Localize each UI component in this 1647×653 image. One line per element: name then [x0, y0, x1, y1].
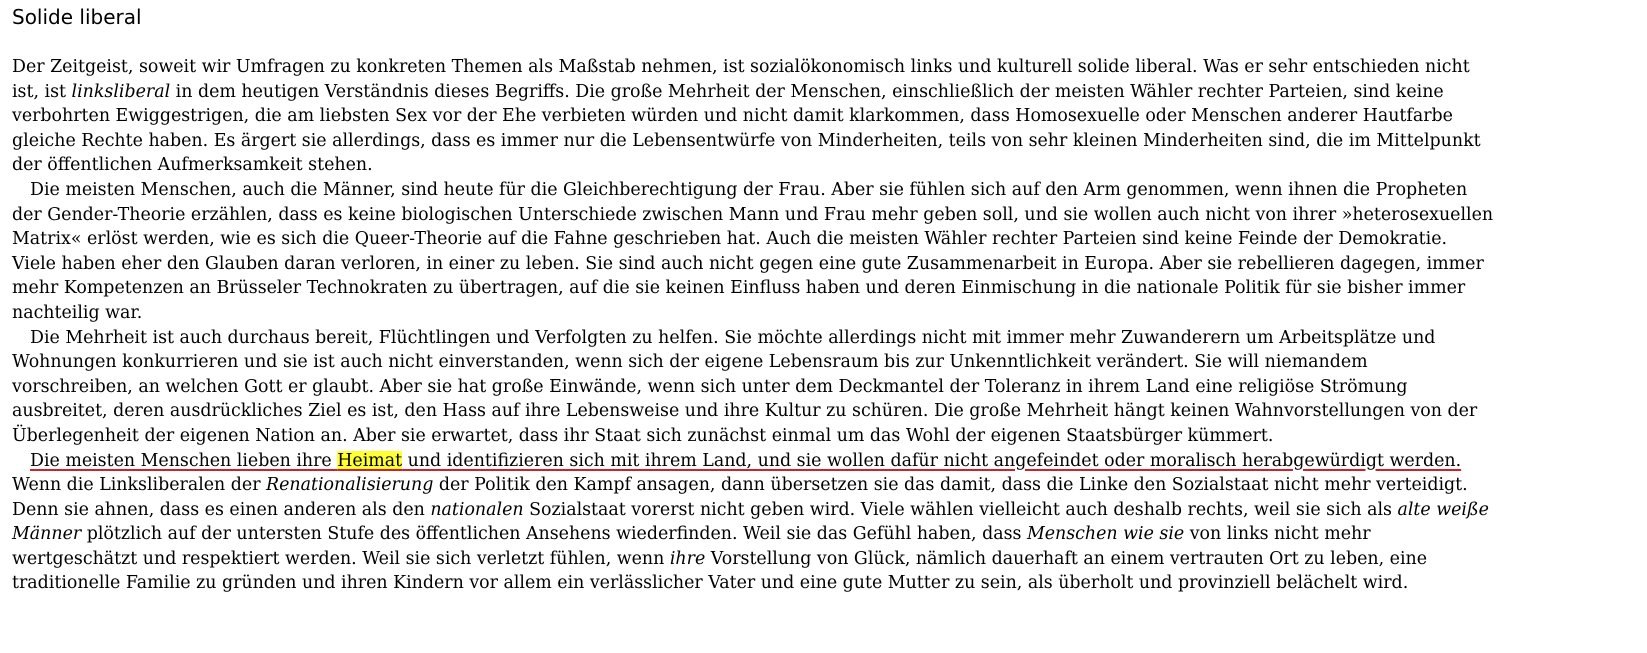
text-run: ist, ist — [12, 81, 72, 102]
emphasized-text: ihre — [669, 548, 706, 569]
paragraph-line — [12, 80, 1562, 105]
paragraph-line — [12, 571, 1562, 596]
text-run: der Politik den Kampf ansagen, dann übersetzen sie das damit, dass die Linke den Sozialstaat nicht mehr verteidigt. — [433, 475, 1468, 496]
paragraph-first-line — [12, 449, 1562, 474]
text-run: der öffentlichen Aufmerksamkeit stehen. — [12, 155, 373, 176]
text-run: mehr Kompetenzen an Brüsseler Technokraten zu übertragen, auf die sie keinen Einfluss haben und deren Einmischung in die nationale Politik für sie bisher immer — [12, 278, 1466, 299]
paragraph-line — [12, 227, 1562, 252]
paragraph-line — [12, 104, 1562, 129]
document-body — [12, 55, 1562, 596]
emphasized-text: Männer — [12, 524, 82, 545]
paragraph-line — [12, 399, 1562, 424]
text-run: Wohnungen konkurrieren und sie ist auch nicht einverstanden, wenn sich der eigene Lebensraum bis zur Unkenntlichkeit verändert. Sie will niemandem — [12, 352, 1368, 373]
paragraph-line — [12, 473, 1562, 498]
paragraph-line — [12, 276, 1562, 301]
paragraph-line — [12, 153, 1562, 178]
paragraph-first-line — [12, 326, 1562, 351]
text-run: plötzlich auf der untersten Stufe des öffentlichen Ansehens wiederfinden. Weil sie das Gefühl haben, dass — [81, 524, 1027, 545]
text-run: Die meisten Menschen, auch die Männer, sind heute für die Gleichberechtigung der Frau. Aber sie fühlen sich auf den Arm genommen, wenn ihnen die Propheten — [30, 179, 1468, 200]
text-run: vorschreiben, an welchen Gott er glaubt. Aber sie hat große Einwände, wenn sich unter dem Deckmantel der Toleranz in ihrem Land eine religiöse Strömung — [12, 376, 1408, 397]
paragraph-first-line — [12, 55, 1562, 80]
text-run: Denn sie ahnen, dass es einen anderen als den — [12, 499, 431, 520]
underlined-text: Die meisten Menschen lieben ihre — [30, 450, 338, 471]
paragraph-line — [12, 350, 1562, 375]
underlined-text: und identifizieren sich mit ihrem Land, und sie wollen dafür nicht angefeindet oder moralisch herabgewürdigt werden. — [402, 450, 1462, 471]
emphasized-text: Renationalisierung — [266, 475, 434, 496]
text-run: in dem heutigen Verständnis dieses Begriffs. Die große Mehrheit der Menschen, einschließlich der meisten Wähler rechter Parteien, sind keine — [170, 81, 1444, 102]
text-run: der Gender-Theorie erzählen, dass es keine biologischen Unterschiede zwischen Mann und Frau mehr geben soll, und sie wollen auch nicht von ihrer »heterosexuellen — [12, 204, 1494, 225]
text-run: traditionelle Familie zu gründen und ihren Kindern vor allem ein verlässlicher Vater und eine gute Mutter zu sein, als überholt und provinziell belächelt wird. — [12, 573, 1409, 594]
paragraph-line — [12, 424, 1562, 449]
text-run: nachteilig war. — [12, 302, 143, 323]
text-run: ausbreitet, deren ausdrückliches Ziel es ist, den Hass auf ihre Lebensweise und ihre Kultur zu schüren. Die große Mehrheit hängt keinen Wahnvorstellungen von der — [12, 401, 1478, 422]
text-run: von links nicht mehr — [1184, 524, 1371, 545]
emphasized-text: Menschen wie sie — [1026, 524, 1185, 545]
emphasized-text: nationalen — [430, 499, 524, 520]
paragraph-line — [12, 498, 1562, 523]
paragraph-line — [12, 522, 1562, 547]
text-run: Wenn die Linksliberalen der — [12, 475, 267, 496]
document-title: Solide liberal — [12, 5, 142, 29]
text-run: Der Zeitgeist, soweit wir Umfragen zu konkreten Themen als Maßstab nehmen, ist sozialökonomisch links und kulturell solide liberal. Was er sehr entschieden nicht — [12, 57, 1470, 77]
text-run: verbohrten Ewiggestrigen, die am liebsten Sex vor der Ehe verbieten würden und nicht damit klarkommen, dass Homosexuelle oder Menschen anderer Hautfarbe — [12, 106, 1453, 127]
text-run: Vorstellung von Glück, nämlich dauerhaft an einem vertrauten Ort zu leben, eine — [705, 548, 1428, 569]
highlighted-word: Heimat — [337, 450, 403, 471]
emphasized-text: alte weiße — [1397, 499, 1489, 520]
paragraph-line — [12, 203, 1562, 228]
text-run: Viele haben eher den Glauben daran verloren, in einer zu leben. Sie sind auch nicht gegen eine gute Zusammenarbeit in Europa. Aber sie rebellieren dagegen, immer — [12, 253, 1484, 274]
paragraph-line — [12, 375, 1562, 400]
paragraph-line — [12, 129, 1562, 154]
text-run: Überlegenheit der eigenen Nation an. Aber sie erwartet, dass ihr Staat sich zunächst einmal um das Wohl der eigenen Staatsbürger kümmert. — [12, 425, 1274, 446]
emphasized-text: linksliberal — [71, 81, 171, 102]
paragraph-first-line — [12, 178, 1562, 203]
paragraph-line — [12, 252, 1562, 277]
text-run: Matrix« erlöst werden, wie es sich die Queer-Theorie auf die Fahne geschrieben hat. Auch die meisten Wähler rechter Parteien sind keine Feinde der Demokratie. — [12, 229, 1448, 250]
text-run: Die Mehrheit ist auch durchaus bereit, Flüchtlingen und Verfolgten zu helfen. Sie möchte allerdings nicht mit immer mehr Zuwanderern um Arbeitsplätze und — [30, 327, 1436, 348]
paragraph-line — [12, 547, 1562, 572]
text-run: Sozialstaat vorerst nicht geben wird. Viele wählen vielleicht auch deshalb rechts, weil sie sich als — [523, 499, 1398, 520]
paragraph-line — [12, 301, 1562, 326]
text-run: gleiche Rechte haben. Es ärgert sie allerdings, dass es immer nur die Lebensentwürfe von Minderheiten, teils von sehr kleinen Minderheiten sind, die im Mittelpunkt — [12, 130, 1481, 151]
text-run: wertgeschätzt und respektiert werden. Weil sie sich verletzt fühlen, wenn — [12, 548, 670, 569]
